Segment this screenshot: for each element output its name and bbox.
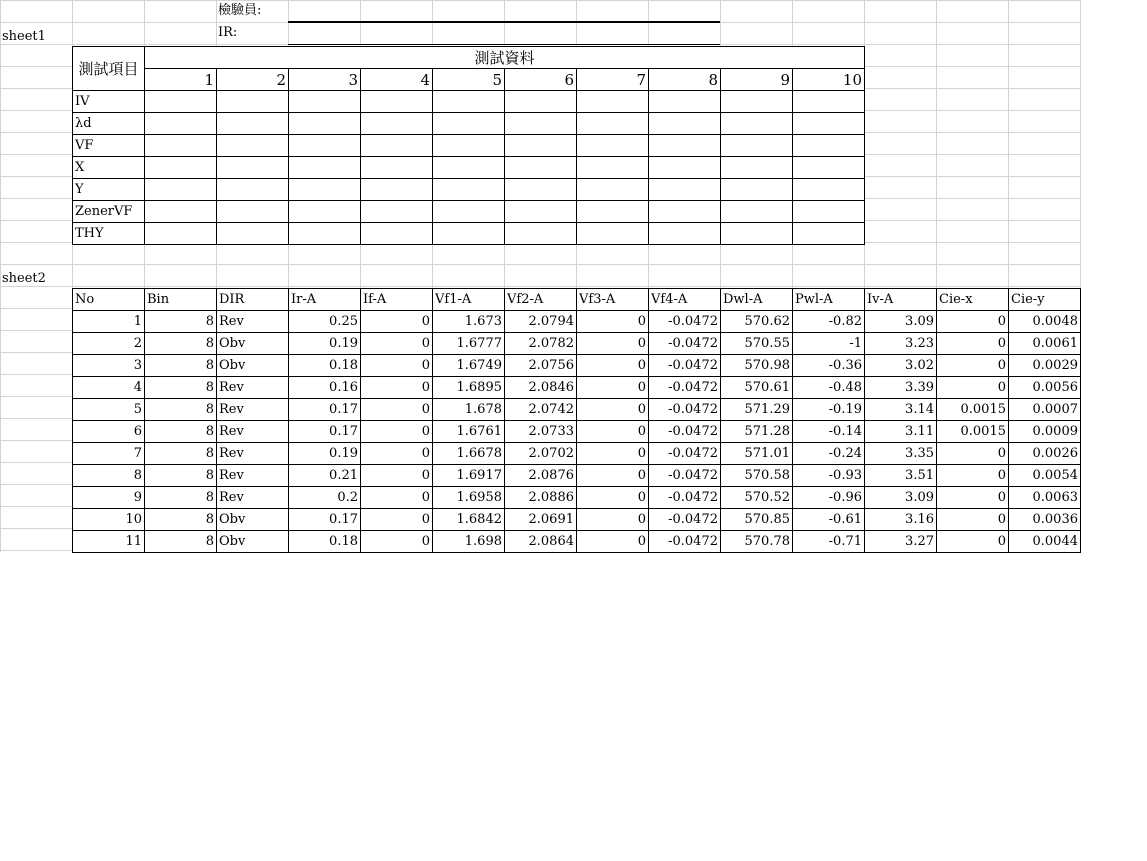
data-cell[interactable]: 1.6842 — [432, 508, 505, 531]
data-cell[interactable]: 0.0056 — [1008, 376, 1081, 399]
data-cell[interactable]: 0.18 — [288, 354, 361, 377]
test-data-cell[interactable] — [360, 112, 433, 135]
test-data-cell[interactable] — [648, 156, 721, 179]
data-cell[interactable]: 1.6958 — [432, 486, 505, 509]
column-header-cie-y: Cie-y — [1008, 288, 1081, 311]
data-cell[interactable]: 11 — [72, 530, 145, 553]
test-data-cell[interactable] — [288, 90, 361, 113]
data-cell[interactable]: 0.17 — [288, 420, 361, 443]
data-cell[interactable]: 570.78 — [720, 530, 793, 553]
column-header-vf1-a: Vf1-A — [432, 288, 505, 311]
test-data-cell[interactable] — [288, 134, 361, 157]
data-cell[interactable]: -0.19 — [792, 398, 865, 421]
test-data-cell[interactable] — [288, 156, 361, 179]
data-cell[interactable]: -0.61 — [792, 508, 865, 531]
test-data-cell[interactable] — [432, 178, 505, 201]
data-cell[interactable]: 571.01 — [720, 442, 793, 465]
data-cell[interactable]: 0 — [576, 420, 649, 443]
column-header-bin: Bin — [144, 288, 217, 311]
test-data-cell[interactable] — [360, 90, 433, 113]
data-cell[interactable]: -0.71 — [792, 530, 865, 553]
data-cell[interactable]: 1.6777 — [432, 332, 505, 355]
data-cell[interactable]: -0.24 — [792, 442, 865, 465]
column-header-vf4-a: Vf4-A — [648, 288, 721, 311]
test-data-cell[interactable] — [504, 156, 577, 179]
test-data-cell[interactable] — [144, 134, 217, 157]
sheet1-label: sheet1 — [2, 29, 46, 44]
data-cell[interactable]: 0 — [936, 442, 1009, 465]
test-data-cell[interactable] — [792, 222, 865, 245]
data-cell[interactable]: 1.6895 — [432, 376, 505, 399]
data-cell[interactable]: -0.0472 — [648, 486, 721, 509]
test-item-label: X — [72, 156, 145, 179]
data-cell[interactable]: 8 — [144, 376, 217, 399]
test-item-label: VF — [72, 134, 145, 157]
data-cell[interactable]: 10 — [72, 508, 145, 531]
data-cell[interactable]: 0.21 — [288, 464, 361, 487]
test-data-cell[interactable] — [576, 178, 649, 201]
data-cell[interactable]: 8 — [144, 486, 217, 509]
data-cell[interactable]: 2.0864 — [504, 530, 577, 553]
data-cell[interactable]: -1 — [792, 332, 865, 355]
data-cell[interactable]: Rev — [216, 442, 289, 465]
data-cell[interactable]: 0.17 — [288, 508, 361, 531]
data-cell[interactable]: 0 — [360, 486, 433, 509]
data-cell[interactable]: 0 — [936, 464, 1009, 487]
test-data-cell[interactable] — [360, 222, 433, 245]
data-cell[interactable]: Obv — [216, 530, 289, 553]
test-data-cell[interactable] — [288, 200, 361, 223]
test-data-cell[interactable] — [792, 134, 865, 157]
test-data-cell[interactable] — [576, 200, 649, 223]
data-cell[interactable]: 9 — [72, 486, 145, 509]
column-number-2: 2 — [216, 68, 289, 91]
test-data-cell[interactable] — [360, 200, 433, 223]
data-cell[interactable]: 3.14 — [864, 398, 937, 421]
data-cell[interactable]: 1 — [72, 310, 145, 333]
test-data-cell[interactable] — [504, 222, 577, 245]
inspector-signature-line — [288, 21, 720, 23]
data-cell[interactable]: 5 — [72, 398, 145, 421]
data-cell[interactable]: 0.19 — [288, 442, 361, 465]
test-data-cell[interactable] — [432, 156, 505, 179]
data-cell[interactable]: 0 — [360, 332, 433, 355]
test-item-label: IV — [72, 90, 145, 113]
data-cell[interactable]: Rev — [216, 398, 289, 421]
data-cell[interactable]: 1.6678 — [432, 442, 505, 465]
column-number-3: 3 — [288, 68, 361, 91]
data-cell[interactable]: 0.0026 — [1008, 442, 1081, 465]
data-cell[interactable]: 3.23 — [864, 332, 937, 355]
data-cell[interactable]: 0 — [936, 530, 1009, 553]
data-cell[interactable]: 0.0048 — [1008, 310, 1081, 333]
test-data-cell[interactable] — [576, 112, 649, 135]
data-cell[interactable]: 0 — [576, 464, 649, 487]
test-item-label: Y — [72, 178, 145, 201]
test-data-cell[interactable] — [144, 112, 217, 135]
data-cell[interactable]: 2.0782 — [504, 332, 577, 355]
data-cell[interactable]: 6 — [72, 420, 145, 443]
data-cell[interactable]: -0.0472 — [648, 464, 721, 487]
data-cell[interactable]: 0 — [576, 508, 649, 531]
data-cell[interactable]: 0.0036 — [1008, 508, 1081, 531]
data-cell[interactable]: 0 — [936, 376, 1009, 399]
test-data-cell[interactable] — [144, 156, 217, 179]
test-data-cell[interactable] — [432, 222, 505, 245]
test-data-cell[interactable] — [720, 112, 793, 135]
data-cell[interactable]: Obv — [216, 332, 289, 355]
test-data-cell[interactable] — [792, 200, 865, 223]
test-data-cell[interactable] — [216, 134, 289, 157]
data-cell[interactable]: -0.0472 — [648, 310, 721, 333]
data-cell[interactable]: 0.0054 — [1008, 464, 1081, 487]
data-cell[interactable]: 0 — [360, 398, 433, 421]
test-item-header: 測試項目 — [72, 46, 145, 91]
sheet2-label: sheet2 — [2, 271, 46, 286]
data-cell[interactable]: 0 — [360, 464, 433, 487]
data-cell[interactable]: 0 — [360, 376, 433, 399]
data-cell[interactable]: 3 — [72, 354, 145, 377]
data-cell[interactable]: 0 — [936, 508, 1009, 531]
data-cell[interactable]: 2.0742 — [504, 398, 577, 421]
data-cell[interactable]: Rev — [216, 486, 289, 509]
data-cell[interactable]: 0 — [936, 486, 1009, 509]
test-data-cell[interactable] — [432, 134, 505, 157]
data-cell[interactable]: 3.11 — [864, 420, 937, 443]
data-cell[interactable]: 0 — [360, 420, 433, 443]
data-cell[interactable]: Rev — [216, 310, 289, 333]
test-data-cell[interactable] — [576, 222, 649, 245]
data-cell[interactable]: 0.25 — [288, 310, 361, 333]
test-data-cell[interactable] — [504, 178, 577, 201]
data-cell[interactable]: 0.0007 — [1008, 398, 1081, 421]
test-data-cell[interactable] — [648, 90, 721, 113]
test-data-cell[interactable] — [720, 90, 793, 113]
inspector-label: 檢驗員: — [218, 3, 262, 18]
data-cell[interactable]: 8 — [144, 398, 217, 421]
data-cell[interactable]: 570.58 — [720, 464, 793, 487]
column-header-dwl-a: Dwl-A — [720, 288, 793, 311]
data-cell[interactable]: Rev — [216, 420, 289, 443]
data-cell[interactable]: 571.29 — [720, 398, 793, 421]
data-cell[interactable]: -0.93 — [792, 464, 865, 487]
data-cell[interactable]: 570.62 — [720, 310, 793, 333]
data-cell[interactable]: 0.0061 — [1008, 332, 1081, 355]
test-data-cell[interactable] — [720, 178, 793, 201]
data-cell[interactable]: 8 — [144, 464, 217, 487]
data-cell[interactable]: 1.6761 — [432, 420, 505, 443]
data-cell[interactable]: 2.0702 — [504, 442, 577, 465]
data-cell[interactable]: -0.0472 — [648, 354, 721, 377]
data-cell[interactable]: 1.6749 — [432, 354, 505, 377]
column-number-4: 4 — [360, 68, 433, 91]
data-cell[interactable]: Rev — [216, 376, 289, 399]
data-cell[interactable]: 0.16 — [288, 376, 361, 399]
test-data-cell[interactable] — [144, 178, 217, 201]
test-data-cell[interactable] — [144, 200, 217, 223]
data-cell[interactable]: 4 — [72, 376, 145, 399]
column-number-1: 1 — [144, 68, 217, 91]
data-cell[interactable]: -0.14 — [792, 420, 865, 443]
test-data-cell[interactable] — [432, 200, 505, 223]
data-cell[interactable]: 1.673 — [432, 310, 505, 333]
data-cell[interactable]: 0.0063 — [1008, 486, 1081, 509]
data-cell[interactable]: 0.0009 — [1008, 420, 1081, 443]
data-cell[interactable]: -0.36 — [792, 354, 865, 377]
data-cell[interactable]: 0 — [576, 398, 649, 421]
column-number-10: 10 — [792, 68, 865, 91]
data-cell[interactable]: 0 — [576, 442, 649, 465]
test-data-cell[interactable] — [576, 90, 649, 113]
test-data-cell[interactable] — [504, 90, 577, 113]
test-data-cell[interactable] — [720, 134, 793, 157]
test-data-cell[interactable] — [648, 134, 721, 157]
test-data-cell[interactable] — [792, 112, 865, 135]
test-data-cell[interactable] — [504, 200, 577, 223]
test-item-label: ZenerVF — [72, 200, 145, 223]
test-data-cell[interactable] — [216, 156, 289, 179]
test-data-cell[interactable] — [504, 112, 577, 135]
test-data-cell[interactable] — [648, 200, 721, 223]
data-cell[interactable]: 8 — [144, 442, 217, 465]
test-data-cell[interactable] — [648, 112, 721, 135]
column-number-6: 6 — [504, 68, 577, 91]
data-cell[interactable]: 1.6917 — [432, 464, 505, 487]
data-cell[interactable]: 8 — [144, 310, 217, 333]
data-cell[interactable]: -0.0472 — [648, 398, 721, 421]
test-data-cell[interactable] — [360, 156, 433, 179]
data-cell[interactable]: 3.39 — [864, 376, 937, 399]
data-cell[interactable]: 571.28 — [720, 420, 793, 443]
data-cell[interactable]: 2.0691 — [504, 508, 577, 531]
data-cell[interactable]: -0.0472 — [648, 442, 721, 465]
data-cell[interactable]: 0.0015 — [936, 420, 1009, 443]
test-data-cell[interactable] — [360, 178, 433, 201]
data-cell[interactable]: 3.27 — [864, 530, 937, 553]
data-cell[interactable]: -0.0472 — [648, 420, 721, 443]
data-cell[interactable]: 8 — [144, 354, 217, 377]
column-header-no: No — [72, 288, 145, 311]
test-data-cell[interactable] — [288, 178, 361, 201]
column-header-if-a: If-A — [360, 288, 433, 311]
data-cell[interactable]: 2.0794 — [504, 310, 577, 333]
test-data-cell[interactable] — [720, 156, 793, 179]
test-data-cell[interactable] — [720, 222, 793, 245]
data-cell[interactable]: 0 — [360, 310, 433, 333]
test-data-cell[interactable] — [648, 178, 721, 201]
data-cell[interactable]: 1.678 — [432, 398, 505, 421]
data-cell[interactable]: 8 — [72, 464, 145, 487]
data-cell[interactable]: 0 — [360, 508, 433, 531]
test-data-cell[interactable] — [792, 156, 865, 179]
data-cell[interactable]: 8 — [144, 420, 217, 443]
test-data-cell[interactable] — [576, 134, 649, 157]
data-cell[interactable]: 0 — [576, 310, 649, 333]
data-cell[interactable]: 570.55 — [720, 332, 793, 355]
data-cell[interactable]: -0.48 — [792, 376, 865, 399]
column-header-ir-a: Ir-A — [288, 288, 361, 311]
data-cell[interactable]: -0.96 — [792, 486, 865, 509]
data-cell[interactable]: 2.0733 — [504, 420, 577, 443]
data-cell[interactable]: 3.02 — [864, 354, 937, 377]
data-cell[interactable]: 3.35 — [864, 442, 937, 465]
test-data-cell[interactable] — [288, 222, 361, 245]
column-number-5: 5 — [432, 68, 505, 91]
test-data-cell[interactable] — [360, 134, 433, 157]
data-cell[interactable]: 8 — [144, 530, 217, 553]
test-data-cell[interactable] — [792, 90, 865, 113]
test-data-cell[interactable] — [792, 178, 865, 201]
test-data-cell[interactable] — [216, 200, 289, 223]
data-cell[interactable]: 0 — [576, 376, 649, 399]
data-cell[interactable]: 0 — [360, 354, 433, 377]
data-cell[interactable]: Obv — [216, 508, 289, 531]
data-cell[interactable]: 0 — [936, 310, 1009, 333]
test-data-cell[interactable] — [144, 222, 217, 245]
data-cell[interactable]: 2.0886 — [504, 486, 577, 509]
test-item-label: THY — [72, 222, 145, 245]
data-cell[interactable]: -0.0472 — [648, 530, 721, 553]
data-cell[interactable]: 0 — [576, 486, 649, 509]
data-cell[interactable]: -0.0472 — [648, 508, 721, 531]
test-data-cell[interactable] — [144, 90, 217, 113]
data-cell[interactable]: 2.0876 — [504, 464, 577, 487]
data-cell[interactable]: 0 — [360, 530, 433, 553]
test-data-cell[interactable] — [432, 112, 505, 135]
data-cell[interactable]: 570.85 — [720, 508, 793, 531]
test-data-cell[interactable] — [216, 90, 289, 113]
data-cell[interactable]: 7 — [72, 442, 145, 465]
data-cell[interactable]: 570.52 — [720, 486, 793, 509]
data-cell[interactable]: 3.16 — [864, 508, 937, 531]
data-cell[interactable]: 3.09 — [864, 310, 937, 333]
data-cell[interactable]: 0.18 — [288, 530, 361, 553]
data-cell[interactable]: 0.0029 — [1008, 354, 1081, 377]
ir-label: IR: — [218, 25, 238, 40]
data-cell[interactable]: Rev — [216, 464, 289, 487]
data-cell[interactable]: 3.51 — [864, 464, 937, 487]
data-cell[interactable]: 0 — [576, 332, 649, 355]
data-cell[interactable]: Obv — [216, 354, 289, 377]
data-cell[interactable]: 0 — [936, 354, 1009, 377]
test-data-cell[interactable] — [288, 112, 361, 135]
data-cell[interactable]: 8 — [144, 332, 217, 355]
data-cell[interactable]: 570.98 — [720, 354, 793, 377]
data-cell[interactable]: 0 — [936, 332, 1009, 355]
data-cell[interactable]: 2 — [72, 332, 145, 355]
column-number-8: 8 — [648, 68, 721, 91]
column-header-cie-x: Cie-x — [936, 288, 1009, 311]
column-number-7: 7 — [576, 68, 649, 91]
data-cell[interactable]: -0.82 — [792, 310, 865, 333]
test-data-cell[interactable] — [504, 134, 577, 157]
test-data-cell[interactable] — [648, 222, 721, 245]
column-header-pwl-a: Pwl-A — [792, 288, 865, 311]
data-cell[interactable]: 2.0846 — [504, 376, 577, 399]
ir-signature-line — [288, 44, 720, 45]
data-cell[interactable]: 0 — [576, 530, 649, 553]
column-header-dir: DIR — [216, 288, 289, 311]
column-header-vf3-a: Vf3-A — [576, 288, 649, 311]
data-cell[interactable]: 3.09 — [864, 486, 937, 509]
data-cell[interactable]: 0.19 — [288, 332, 361, 355]
data-cell[interactable]: -0.0472 — [648, 332, 721, 355]
data-cell[interactable]: 570.61 — [720, 376, 793, 399]
test-data-cell[interactable] — [720, 200, 793, 223]
data-cell[interactable]: 0.0015 — [936, 398, 1009, 421]
data-cell[interactable]: 1.698 — [432, 530, 505, 553]
data-cell[interactable]: 0 — [360, 442, 433, 465]
data-cell[interactable]: 0.0044 — [1008, 530, 1081, 553]
column-number-9: 9 — [720, 68, 793, 91]
column-header-iv-a: Iv-A — [864, 288, 937, 311]
data-cell[interactable]: 0.2 — [288, 486, 361, 509]
test-data-cell[interactable] — [576, 156, 649, 179]
test-data-header: 測試資料 — [144, 46, 865, 69]
test-item-label: λd — [72, 112, 145, 135]
data-cell[interactable]: 0.17 — [288, 398, 361, 421]
data-cell[interactable]: -0.0472 — [648, 376, 721, 399]
data-cell[interactable]: 2.0756 — [504, 354, 577, 377]
test-data-cell[interactable] — [216, 178, 289, 201]
data-cell[interactable]: 0 — [576, 354, 649, 377]
test-data-cell[interactable] — [216, 222, 289, 245]
test-data-cell[interactable] — [216, 112, 289, 135]
test-data-cell[interactable] — [432, 90, 505, 113]
data-cell[interactable]: 8 — [144, 508, 217, 531]
column-header-vf2-a: Vf2-A — [504, 288, 577, 311]
